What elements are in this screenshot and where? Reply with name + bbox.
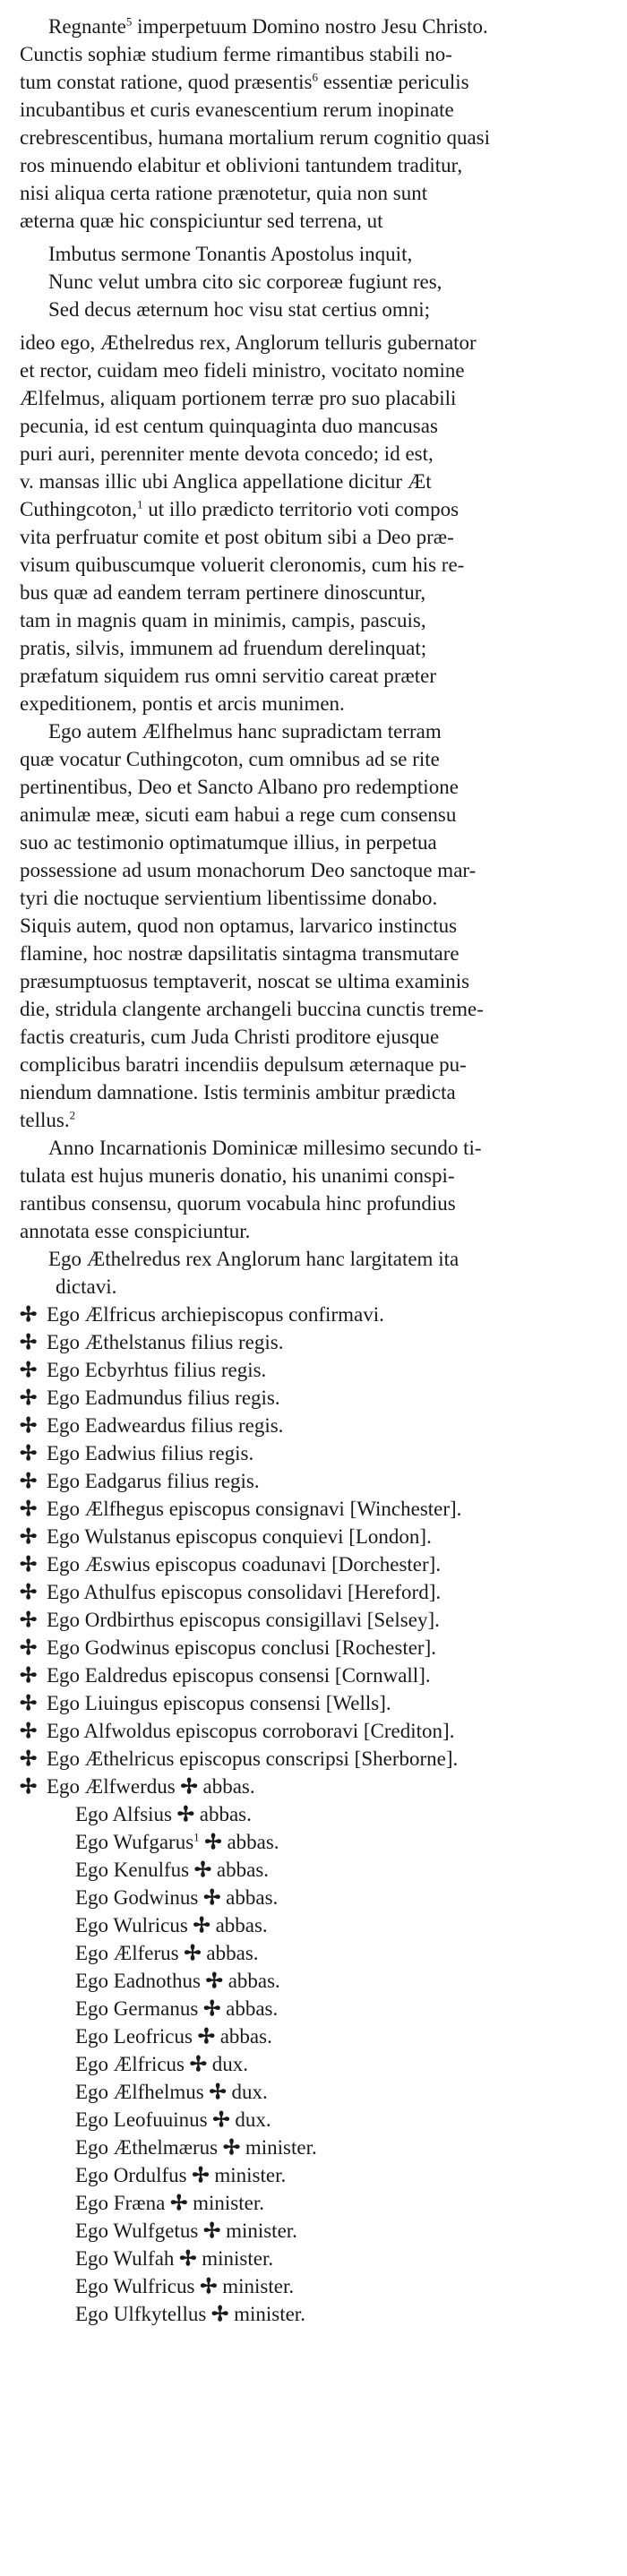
cross-icon: ✢ [222, 2136, 241, 2159]
witness-title: abbas. [215, 1914, 268, 1936]
grant-paragraph [20, 329, 607, 717]
cross-icon: ✢ [20, 1387, 38, 1409]
witness-name: Ego Fræna [75, 2192, 166, 2214]
witness-list [20, 1245, 607, 2328]
witness-title: abbas. [227, 1831, 279, 1853]
footnote-marker: 6 [312, 70, 318, 84]
cross-icon: ✢ [180, 1775, 198, 1798]
witness-name: Ego Æthelmærus [75, 2136, 219, 2159]
subscription-text: Ego Alfwoldus episcopus corroboravi [Crediton]. [47, 1720, 455, 1742]
witness-title: minister. [193, 2192, 264, 2214]
text-line: ros minuendo elabitur et oblivioni tantundem traditur, [20, 154, 463, 176]
text-line: tam in magnis quam in minimis, campis, pascuis, [20, 609, 426, 631]
text-line: niendum damnatione. Istis terminis ambitur prædicta [20, 1081, 456, 1103]
witness-name: Ego Wulricus [75, 1914, 188, 1936]
text-line: expeditionem, pontis et arcis munimen. [20, 692, 345, 715]
text-line: suo ac testimonio optimatumque illius, in perpetua [20, 831, 437, 854]
subscription-text: Ego Wulstanus episcopus conquievi [London]. [47, 1525, 432, 1548]
witness-title: abbas. [206, 1942, 259, 1964]
crossed-subscription [20, 1578, 607, 1606]
text-line: pecunia, id est centum quinquaginta duo mancusas [20, 415, 438, 437]
witness-name: Ego Germanus [75, 1997, 199, 2020]
witness-row [20, 2272, 607, 2300]
text-line: quæ vocatur Cuthingcoton, cum omnibus ad se rite [20, 748, 440, 770]
cross-icon: ✢ [203, 2220, 221, 2242]
witness-title: abbas. [228, 1970, 280, 1992]
subscription-text: Ego Eadmundus filius regis. [47, 1387, 280, 1409]
cross-icon: ✢ [20, 1498, 38, 1520]
footnote-marker: 1 [193, 1830, 200, 1844]
text-line: æterna quæ hic conspiciuntur sed terrena, ut [20, 210, 383, 232]
witness-title: minister. [245, 2136, 317, 2159]
witness-subscriptions [20, 1773, 607, 2328]
subscription-text: Ego Eadweardus filius regis. [47, 1414, 284, 1437]
text-line: possessione ad usum monachorum Deo sanctoque mar- [20, 859, 477, 881]
cross-icon: ✢ [212, 2108, 230, 2131]
cross-icon: ✢ [20, 1525, 38, 1548]
crossed-subscription [20, 1495, 607, 1523]
footnote-marker: 5 [125, 14, 133, 29]
cross-icon: ✢ [200, 2275, 218, 2297]
cross-icon: ✢ [203, 1886, 221, 1909]
witness-row [20, 1856, 607, 1884]
text-line: rantibus consensu, quorum vocabula hinc profundius [20, 1192, 456, 1215]
witness-row [20, 2300, 607, 2328]
text-line: Ælfelmus, aliquam portionem terræ pro suo placabili [20, 387, 457, 409]
subscription-text: Ego Godwinus episcopus conclusi [Rochester]. [47, 1636, 437, 1659]
cross-icon: ✢ [193, 1859, 212, 1881]
witness-row [20, 2245, 607, 2272]
cross-icon: ✢ [20, 1331, 38, 1353]
cross-icon: ✢ [204, 1831, 222, 1853]
donation-paragraph [20, 717, 607, 1134]
verse-line: Imbutus sermone Tonantis Apostolus inquit, [48, 243, 413, 265]
crossed-subscription [20, 1550, 607, 1578]
witness-title: abbas. [226, 1997, 279, 2020]
text-line: Siquis autem, quod non optamus, larvarico instinctus [20, 914, 458, 937]
witness-title: minister. [226, 2220, 297, 2242]
witness-name: Ego Leofricus [75, 2025, 193, 2048]
text-line: tyri die noctuque servientium libentissime donabo. [20, 887, 438, 909]
witness-row [20, 1995, 607, 2022]
subscription-text: Ego Eadwius filius regis. [47, 1442, 254, 1464]
witness-title: minister. [222, 2275, 295, 2297]
cross-icon: ✢ [205, 1970, 223, 1992]
witness-name: Ego Godwinus [75, 1886, 199, 1909]
crossed-subscription [20, 1523, 607, 1550]
text-line: tulata est hujus muneris donatio, his unanimi conspi- [20, 1164, 455, 1187]
text-line: tum constat ratione, quod præsentis$^6$ essentiæ periculis [20, 70, 469, 93]
cross-icon: ✢ [20, 1359, 38, 1381]
witness-name: Ego Wulfah [75, 2247, 175, 2270]
cross-icon: ✢ [193, 1914, 210, 1936]
witness-title: abbas. [199, 1803, 252, 1825]
text-line: ideo ego, Æthelredus rex, Anglorum telluris gubernator [20, 331, 477, 354]
text-line: Cuthingcoton,$^1$ ut illo prædicto territorio voti compos [20, 497, 460, 520]
text-line: die, stridula clangente archangeli buccina cunctis treme- [20, 998, 484, 1020]
witness-name: Ego Ælfricus [75, 2053, 185, 2075]
subscription-text: Ego Ealdredus episcopus consensi [Cornwall]. [47, 1664, 431, 1687]
cross-icon: ✢ [179, 2247, 197, 2270]
witness-name: Ego Ælfwerdus [47, 1775, 176, 1798]
witness-title: minister. [214, 2164, 287, 2186]
footnote-marker: 2 [69, 1108, 76, 1122]
king-subscription: Ego Æthelredus rex Anglorum hanc largitatem ita [48, 1248, 460, 1270]
text-line: bus quæ ad eandem terram pertinere dinoscuntur, [20, 581, 426, 604]
subscription-text: Ego Æthelstanus filius regis. [47, 1331, 284, 1353]
subscription-text: Ego Athulfus episcopus consolidavi [Hereford]. [47, 1581, 442, 1603]
witness-name: Ego Ælferus [75, 1942, 179, 1964]
witness-row [20, 1939, 607, 1967]
crossed-subscription [20, 1467, 607, 1495]
verse-line: Nunc velut umbra cito sic corporeæ fugiunt res, [48, 270, 442, 293]
witness-title: dux. [231, 2081, 268, 2103]
crossed-subscription [20, 1328, 607, 1356]
cross-icon: ✢ [203, 1997, 221, 2020]
text-line: visum quibuscumque voluerit cleronomis, cum his re- [20, 554, 465, 576]
cross-icon: ✢ [176, 1803, 195, 1825]
witness-name: Ego Ælfhelmus [75, 2081, 204, 2103]
witness-title: abbas. [202, 1775, 255, 1798]
cross-icon: ✢ [20, 1553, 38, 1576]
text-line: complicibus baratri incendiis depulsum æternaque pu- [20, 1053, 467, 1076]
cross-icon: ✢ [20, 1581, 38, 1603]
subscription-text: Ego Eadgarus filius regis. [47, 1470, 260, 1492]
text-line: annotata esse conspiciuntur. [20, 1220, 251, 1242]
witness-name: Ego Wufgarus [75, 1831, 194, 1853]
cross-icon: ✢ [189, 2053, 208, 2075]
crossed-subscription [20, 1384, 607, 1412]
witness-title: dux. [235, 2108, 271, 2131]
crossed-subscription [20, 1634, 607, 1662]
cross-icon: ✢ [20, 1775, 38, 1798]
cross-icon: ✢ [20, 1609, 38, 1631]
witness-row [20, 2106, 607, 2134]
text-line: puri auri, perenniter mente devota concedo; id est, [20, 442, 434, 465]
cross-icon: ✢ [20, 1442, 38, 1464]
subscription-text: Ego Ecbyrhtus filius regis. [47, 1359, 267, 1381]
text-line: crebrescentibus, humana mortalium rerum cognitio quasi [20, 126, 491, 149]
witness-row [20, 2022, 607, 2050]
text-line: pertinentibus, Deo et Sancto Albano pro redemptione [20, 776, 459, 798]
cross-icon: ✢ [20, 1414, 38, 1437]
crossed-subscription [20, 1439, 607, 1467]
text-line: pratis, silvis, immunem ad fruendum derelinquat; [20, 637, 427, 659]
text-line: præfatum siquidem rus omni servitio careat præter [20, 665, 436, 687]
cross-icon: ✢ [211, 2303, 229, 2325]
subscription-text: Ego Ordbirthus episcopus consigillavi [Selsey]. [47, 1609, 440, 1631]
subscription-text: Ego Ælfhegus episcopus consignavi [Winchester]. [47, 1498, 462, 1520]
witness-row [20, 1828, 607, 1856]
witness-title: abbas. [216, 1859, 270, 1881]
cross-icon: ✢ [170, 2192, 188, 2214]
text-line: incubantibus et curis evanescentium rerum inopinate [20, 99, 454, 121]
witness-row [20, 2050, 607, 2078]
text-line: v. mansas illic ubi Anglica appellatione dicitur Æt [20, 470, 432, 493]
subscription-text: Ego Liuingus episcopus consensi [Wells]. [47, 1692, 391, 1714]
witness-title: minister. [202, 2247, 274, 2270]
witness-name: Ego Wulfgetus [75, 2220, 199, 2242]
verse-line: Sed decus æternum hoc visu stat certius omni; [48, 298, 431, 321]
text-line: præsumptuosus temptaverit, noscat se ultima examinis [20, 970, 470, 992]
witness-name: Ego Eadnothus [75, 1970, 201, 1992]
crossed-subscription [20, 1745, 607, 1773]
text-line: vita perfruatur comite et post obitum sibi a Deo præ- [20, 526, 454, 548]
witness-row [20, 2189, 607, 2217]
witness-row [20, 1884, 607, 1911]
subscription-text: Ego Æswius episcopus coadunavi [Dorchester]. [47, 1553, 442, 1576]
king-subscription-continued: dictavi. [56, 1275, 117, 1298]
witness-name: Ego Kenulfus [75, 1859, 190, 1881]
crossed-subscription [20, 1356, 607, 1384]
witness-row [20, 2217, 607, 2245]
witness-name: Ego Leofuuinus [75, 2108, 208, 2131]
text-line: Cunctis sophiæ studium ferme rimantibus stabili no- [20, 43, 452, 65]
witness-row [20, 2078, 607, 2106]
witness-title: abbas. [219, 2025, 272, 2048]
verse-quotation [48, 240, 607, 323]
text-line: et rector, cuidam meo fideli ministro, vocitato nomine [20, 359, 465, 382]
cross-icon: ✢ [20, 1747, 38, 1770]
crossed-subscription [20, 1301, 607, 1328]
subscription-text: Ego Ælfricus archiepiscopus confirmavi. [47, 1303, 384, 1326]
witness-name: Ego Alfsius [75, 1803, 172, 1825]
text-line: nisi aliqua certa ratione prænotetur, quia non sunt [20, 182, 428, 204]
crossed-subscription [20, 1689, 607, 1717]
subscription-text: Ego Æthelricus episcopus conscripsi [Sherborne]. [47, 1747, 459, 1770]
crossed-subscription [20, 1662, 607, 1689]
cross-icon: ✢ [20, 1470, 38, 1492]
cross-icon: ✢ [20, 1303, 38, 1326]
text-line: Regnante$^5$ imperpetuum Domino nostro Jesu Christo. [48, 14, 488, 38]
witness-row [20, 1800, 607, 1828]
witness-row [20, 1773, 607, 1800]
witness-row [20, 2134, 607, 2161]
witness-row [20, 1967, 607, 1995]
witness-name: Ego Ordulfus [75, 2164, 187, 2186]
text-line: flamine, hoc nostræ dapsilitatis sintagma transmutare [20, 942, 460, 965]
cross-icon: ✢ [20, 1720, 38, 1742]
cross-icon: ✢ [20, 1664, 38, 1687]
witness-name: Ego Ulfkytellus [75, 2303, 207, 2325]
dating-paragraph [20, 1134, 607, 1245]
prologue-paragraph [20, 13, 607, 235]
text-line: animulæ meæ, sicuti eam habui a rege cum consensu [20, 803, 457, 826]
crossed-subscriptions [20, 1301, 607, 1773]
cross-icon: ✢ [20, 1636, 38, 1659]
text-line: Anno Incarnationis Dominicæ millesimo secundo ti- [48, 1137, 482, 1159]
witness-row [20, 1911, 607, 1939]
witness-row [20, 2161, 607, 2189]
crossed-subscription [20, 1412, 607, 1439]
text-line: tellus.$^2$ [20, 1108, 76, 1131]
footnote-marker: 1 [136, 497, 143, 511]
witness-title: abbas. [226, 1886, 279, 1909]
witness-title: minister. [234, 2303, 305, 2325]
crossed-subscription [20, 1606, 607, 1634]
cross-icon: ✢ [20, 1692, 38, 1714]
witness-title: dux. [211, 2053, 249, 2075]
witness-name: Ego Wulfricus [75, 2275, 195, 2297]
text-line: factis creaturis, cum Juda Christi proditore ejusque [20, 1026, 440, 1048]
cross-icon: ✢ [197, 2025, 215, 2048]
cross-icon: ✢ [209, 2081, 227, 2103]
text-line: Ego autem Ælfhelmus hanc supradictam terram [48, 720, 442, 743]
cross-icon: ✢ [184, 1942, 202, 1964]
crossed-subscription [20, 1717, 607, 1745]
cross-icon: ✢ [192, 2164, 210, 2186]
